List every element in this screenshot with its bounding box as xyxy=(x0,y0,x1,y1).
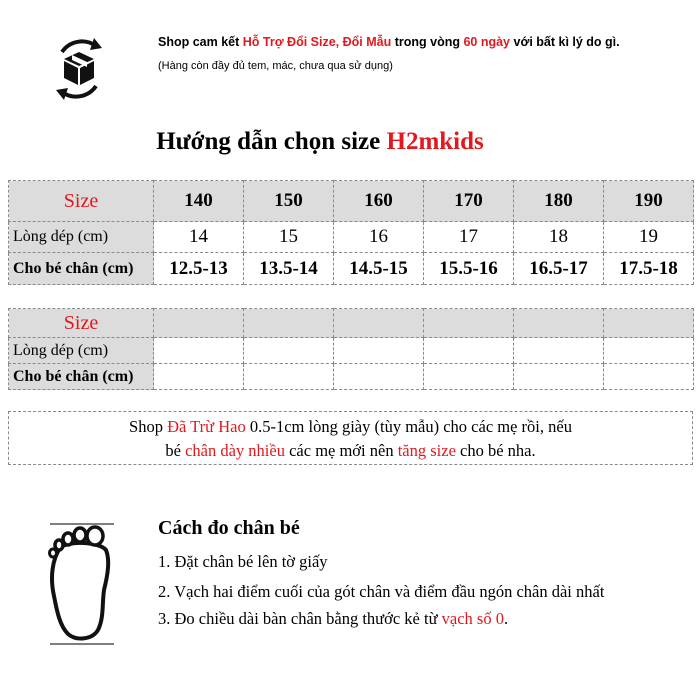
insole-label: Lòng dép (cm) xyxy=(9,338,154,364)
insole-cell: 16 xyxy=(334,222,424,253)
foot-cell: 15.5-16 xyxy=(424,253,514,285)
foot-cell: 17.5-18 xyxy=(604,253,694,285)
page-title: Hướng dẫn chọn size H2mkids xyxy=(156,128,484,155)
guarantee-text: Shop cam kết Hỗ Trợ Đổi Size, Đổi Mẫu trong vòng 60 ngày với bất kì lý do gì. xyxy=(158,35,620,49)
empty-size-table xyxy=(8,308,694,390)
size-cell: 150 xyxy=(244,181,334,222)
size-label: Size xyxy=(9,309,154,338)
insole-cell: 18 xyxy=(514,222,604,253)
size-cell: 140 xyxy=(154,181,244,222)
insole-cell: 19 xyxy=(604,222,694,253)
foot-label: Cho bé chân (cm) xyxy=(9,253,154,285)
insole-cell: 15 xyxy=(244,222,334,253)
foot-cell: 12.5-13 xyxy=(154,253,244,285)
size-cell: 160 xyxy=(334,181,424,222)
foot-label: Cho bé chân (cm) xyxy=(9,364,154,390)
foot-measure-icon xyxy=(40,520,120,650)
insole-label: Lòng dép (cm) xyxy=(9,222,154,253)
insole-cell: 17 xyxy=(424,222,514,253)
foot-cell: 14.5-15 xyxy=(334,253,424,285)
sizing-note: Shop Đã Trừ Hao 0.5-1cm lòng giày (tùy mẫu) cho các mẹ rồi, nếu bé chân dày nhiều các mẹ mới nên tăng size cho bé nha. xyxy=(8,411,693,465)
measure-title: Cách đo chân bé xyxy=(158,517,300,539)
size-cell: 170 xyxy=(424,181,514,222)
size-label: Size xyxy=(9,181,154,222)
measure-step: 3. Đo chiều dài bàn chân bằng thước kẻ từ vạch số 0. xyxy=(158,609,509,628)
size-cell: 190 xyxy=(604,181,694,222)
insole-cell: 14 xyxy=(154,222,244,253)
size-cell: 180 xyxy=(514,181,604,222)
foot-cell: 16.5-17 xyxy=(514,253,604,285)
measure-step: 2. Vạch hai điểm cuối của gót chân và điểm đầu ngón chân dài nhất xyxy=(158,582,605,601)
guarantee-condition: (Hàng còn đầy đủ tem, mác, chưa qua sử dụng) xyxy=(158,60,393,72)
foot-cell: 13.5-14 xyxy=(244,253,334,285)
box-exchange-icon xyxy=(50,30,108,106)
measure-step: 1. Đặt chân bé lên tờ giấy xyxy=(158,552,328,571)
size-chart-table xyxy=(8,180,694,285)
